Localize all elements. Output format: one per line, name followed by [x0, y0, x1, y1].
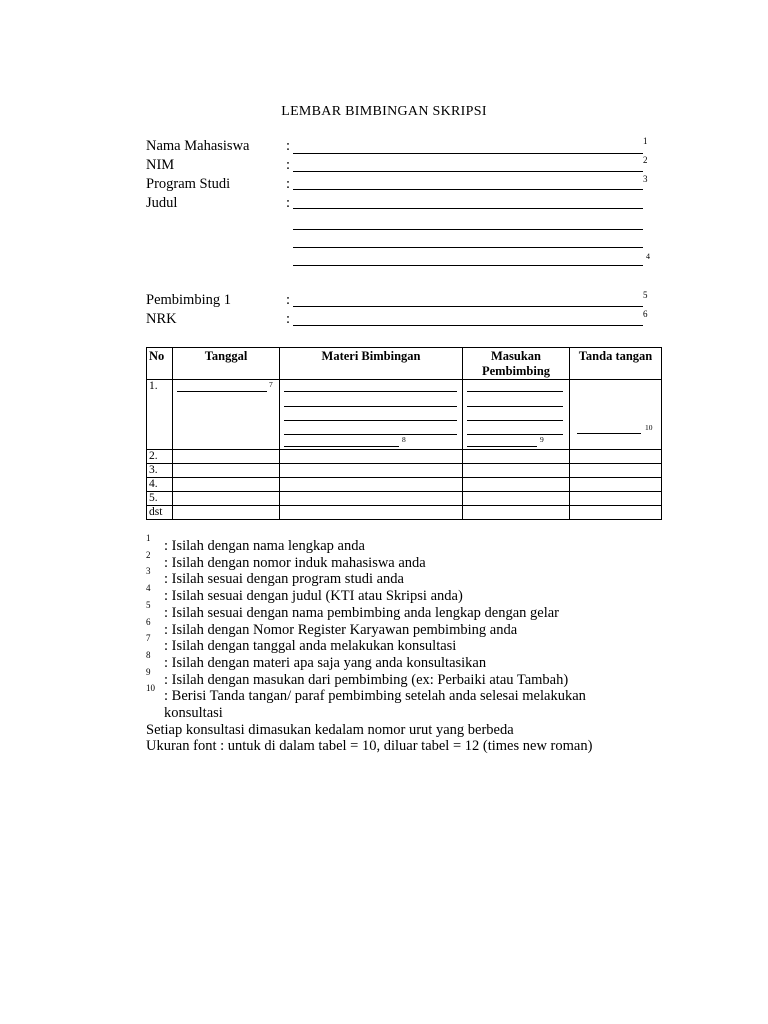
footnotes	[146, 533, 666, 755]
table-row	[147, 464, 662, 478]
footnote-text: : Berisi Tanda tangan/ paraf pembimbing setelah anda selesai melakukan	[164, 688, 586, 705]
footnote-item	[146, 666, 666, 689]
masukan-line[interactable]	[467, 391, 563, 392]
cell-materi[interactable]	[280, 464, 463, 478]
masukan-line[interactable]	[467, 406, 563, 407]
field-label: Nama Mahasiswa	[146, 138, 250, 154]
footnote-text: : Isilah sesuai dengan program studi anda	[164, 571, 404, 588]
cell-no: 4.	[147, 478, 173, 492]
field-label: Pembimbing 1	[146, 292, 231, 308]
cell-materi[interactable]	[280, 478, 463, 492]
materi-line[interactable]	[284, 446, 399, 447]
footnote-number: 6	[146, 616, 151, 627]
cell-materi[interactable]	[280, 450, 463, 464]
table-row	[147, 380, 662, 450]
masukan-line[interactable]	[467, 434, 563, 435]
materi-line[interactable]	[284, 420, 457, 421]
judul-line[interactable]	[293, 247, 643, 248]
cell-no: dst	[147, 506, 173, 520]
footnote-number: 5	[146, 599, 151, 610]
footnote-ref: 9	[540, 435, 544, 444]
footnote-item	[146, 649, 666, 672]
footnote-item	[146, 549, 666, 572]
cell-masukan[interactable]	[463, 478, 570, 492]
cell-tanda[interactable]	[570, 464, 662, 478]
materi-line[interactable]	[284, 434, 457, 435]
footnote-number: 9	[146, 666, 151, 677]
field-label: Program Studi	[146, 176, 231, 192]
cell-materi[interactable]	[280, 380, 463, 450]
materi-line[interactable]	[284, 406, 457, 407]
header-masukan: Masukan Pembimbing	[463, 348, 570, 380]
table-row	[147, 506, 662, 520]
masukan-line[interactable]	[467, 446, 537, 447]
field-colon: :	[286, 138, 291, 154]
pembimbing-line[interactable]	[293, 306, 643, 307]
footnote-text: : Isilah sesuai dengan nama pembimbing anda lengkap dengan gelar	[164, 604, 559, 621]
footnote-item	[146, 566, 666, 588]
nama-line[interactable]	[293, 153, 643, 154]
cell-tanda[interactable]	[570, 492, 662, 506]
field-label: NRK	[146, 311, 177, 327]
footnote-ref: 7	[269, 380, 273, 389]
cell-tanda[interactable]	[570, 506, 662, 520]
masukan-line[interactable]	[467, 420, 563, 421]
header-tanggal: Tanggal	[173, 348, 280, 380]
cell-tanggal[interactable]	[173, 380, 280, 450]
cell-tanggal[interactable]	[173, 450, 280, 464]
footnote-ref: 1	[643, 136, 648, 146]
nim-line[interactable]	[293, 171, 643, 172]
footnote-text: : Isilah dengan materi apa saja yang anda konsultasikan	[164, 654, 487, 671]
cell-masukan[interactable]	[463, 492, 570, 506]
footnote-text: : Isilah dengan Nomor Register Karyawan pembimbing anda	[164, 621, 518, 638]
materi-line[interactable]	[284, 391, 457, 392]
nrk-line[interactable]	[293, 325, 643, 326]
cell-materi[interactable]	[280, 492, 463, 506]
footnote-number: 8	[146, 649, 151, 660]
bimbingan-table	[146, 347, 662, 520]
judul-line[interactable]	[293, 265, 643, 266]
footnote-number: 4	[146, 583, 151, 594]
cell-no: 2.	[147, 450, 173, 464]
cell-masukan[interactable]	[463, 464, 570, 478]
cell-tanda[interactable]	[570, 380, 662, 450]
tanda-line[interactable]	[577, 433, 641, 434]
footnote-text: : Isilah dengan nomor induk mahasiswa anda	[164, 554, 426, 571]
field-label: Judul	[146, 195, 178, 211]
table-header-row	[147, 348, 662, 380]
cell-no: 5.	[147, 492, 173, 506]
footnote-item	[146, 683, 666, 722]
cell-tanggal[interactable]	[173, 464, 280, 478]
cell-tanggal[interactable]	[173, 506, 280, 520]
footnote-number: 10	[146, 683, 155, 694]
footnote-item	[146, 599, 666, 622]
footnote-number: 3	[146, 566, 151, 577]
header-no: No	[147, 348, 173, 380]
footnote-ref: 6	[643, 309, 648, 319]
field-colon: :	[286, 292, 291, 308]
footnote-text: : Isilah dengan tanggal anda melakukan konsultasi	[164, 638, 457, 655]
cell-tanda[interactable]	[570, 450, 662, 464]
footnote-number: 7	[146, 633, 151, 644]
tanggal-line[interactable]	[177, 391, 267, 392]
footnote-ref: 10	[645, 423, 653, 432]
footnote-item	[146, 533, 666, 555]
field-colon: :	[286, 176, 291, 192]
page-title: LEMBAR BIMBINGAN SKRIPSI	[281, 104, 487, 119]
footnote-ref: 4	[646, 252, 650, 261]
header-materi: Materi Bimbingan	[280, 348, 463, 380]
cell-masukan[interactable]	[463, 506, 570, 520]
cell-tanggal[interactable]	[173, 492, 280, 506]
table-row	[147, 492, 662, 506]
footnote-item	[146, 616, 666, 639]
footnote-item	[146, 583, 666, 605]
footnote-text: : Isilah dengan masukan dari pembimbing (ex: Perbaiki atau Tambah)	[164, 671, 569, 688]
judul-line[interactable]	[293, 208, 643, 209]
cell-tanggal[interactable]	[173, 478, 280, 492]
judul-line[interactable]	[293, 229, 643, 230]
note-line: Setiap konsultasi dimasukan kedalam nomor urut yang berbeda	[146, 721, 514, 738]
footnote-ref: 8	[402, 435, 406, 444]
cell-no: 1.	[147, 380, 173, 450]
field-colon: :	[286, 157, 291, 173]
table-row	[147, 478, 662, 492]
cell-materi[interactable]	[280, 506, 463, 520]
table-row	[147, 450, 662, 464]
prodi-line[interactable]	[293, 189, 643, 190]
footnote-ref: 2	[643, 155, 648, 165]
footnote-number: 2	[146, 549, 151, 560]
field-label: NIM	[146, 157, 175, 173]
footnote-continuation: konsultasi	[164, 705, 223, 722]
field-colon: :	[286, 311, 291, 327]
footnote-ref: 5	[643, 290, 648, 300]
footnote-item	[146, 633, 666, 655]
footnote-text: : Isilah sesuai dengan judul (KTI atau Skripsi anda)	[164, 588, 463, 605]
cell-masukan[interactable]	[463, 450, 570, 464]
cell-masukan[interactable]	[463, 380, 570, 450]
footnote-ref: 3	[643, 174, 648, 184]
field-colon: :	[286, 195, 291, 211]
footnote-number: 1	[146, 533, 151, 543]
header-tanda: Tanda tangan	[570, 348, 662, 380]
cell-no: 3.	[147, 464, 173, 478]
footnote-text: : Isilah dengan nama lengkap anda	[164, 538, 365, 554]
note-line: Ukuran font : untuk di dalam tabel = 10, diluar tabel = 12 (times new roman)	[146, 738, 593, 755]
cell-tanda[interactable]	[570, 478, 662, 492]
